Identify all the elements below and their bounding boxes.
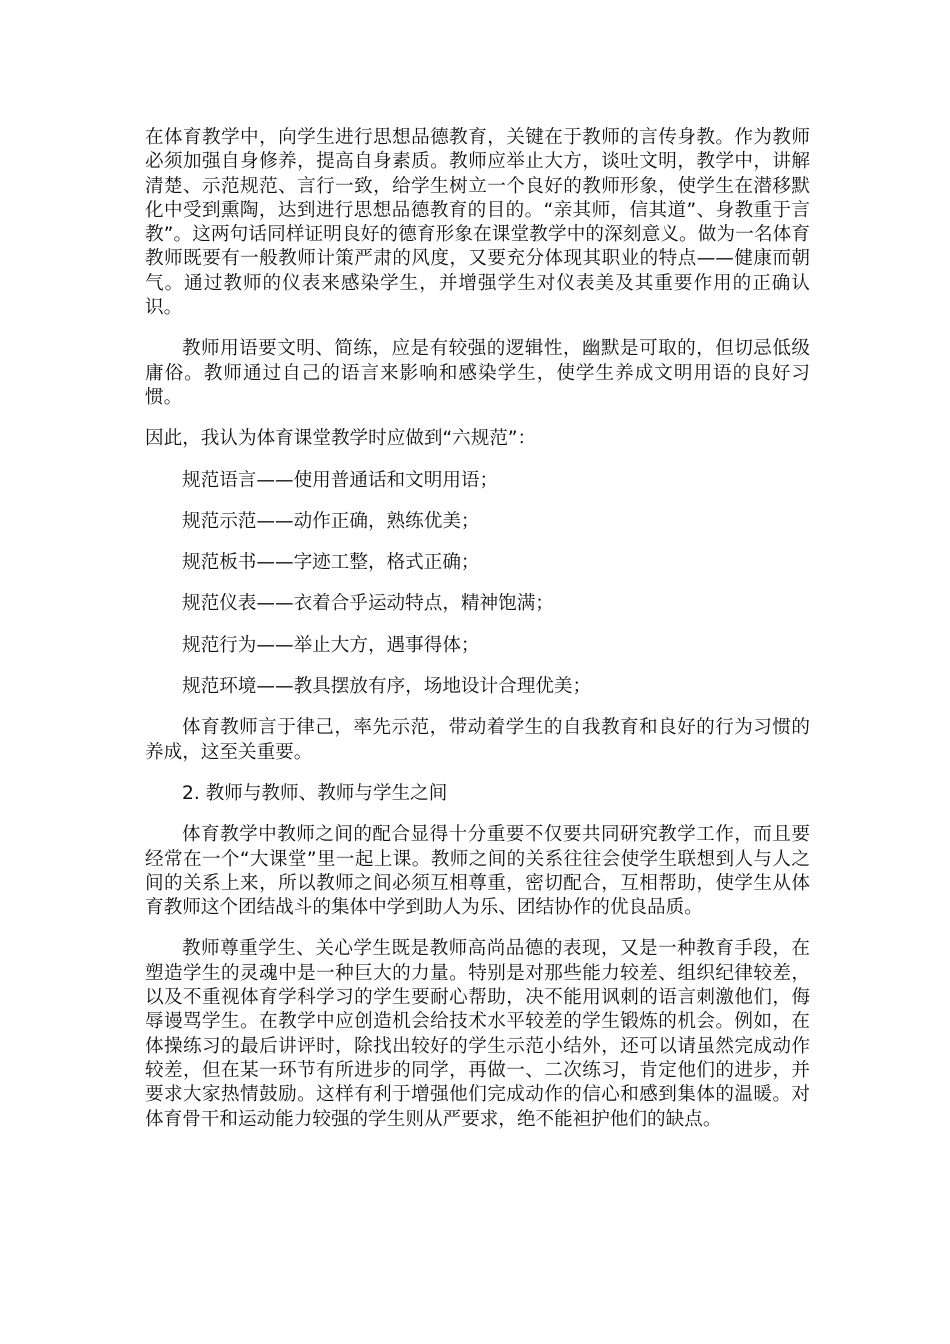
norm-item-behavior: 规范行为——举止大方，遇事得体；	[182, 634, 480, 656]
paragraph-respect-students: 教师尊重学生、关心学生既是教师高尚品德的表现，又是一种教育手段，在塑造学生的灵魂中是一种巨大的力量。特别是对那些能力较差、组织纪律较差，以及不重视体育学科学习的学生要耐心帮助，决不能用讽刺的语言刺激他们，侮辱谩骂学生。在教学中应创造机会给技术水平较差的学生锻炼的机会。例如，在体操练习的最后讲评时，除找出较好的学生示范小结外，还可以请虽然完成动作较差，但在某一环节有所进步的同学，再做一、二次练习，肯定他们的进步，并要求大家热情鼓励。这样有利于增强他们完成动作的信心和感到集体的温暖。对体育骨干和运动能力较强的学生则从严要求，绝不能袒护他们的缺点。	[145, 938, 810, 1130]
norm-item-appearance: 规范仪表——衣着合乎运动特点，精神饱满；	[182, 593, 554, 615]
norm-item-environment: 规范环境——教具摆放有序，场地设计合理优美；	[182, 676, 592, 698]
norm-item-language: 规范语言——使用普通话和文明用语；	[182, 469, 499, 491]
paragraph-role-model: 在体育教学中，向学生进行思想品德教育，关键在于教师的言传身教。作为教师必须加强自身修养，提高自身素质。教师应举止大方，谈吐文明，教学中，讲解清楚、示范规范、言行一致，给学生树立一个良好的教师形象，使学生在潜移默化中受到熏陶，达到进行思想品德教育的目的。“亲其师，信其道”、身教重于言教”。这两句话同样证明良好的德育形象在课堂教学中的深刻意义。做为一名体育教师既要有一般教师计策严肃的风度，又要充分体现其职业的特点——健康而朝气。通过教师的仪表来感染学生，并增强学生对仪表美及其重要作用的正确认识。	[145, 127, 810, 319]
norm-item-blackboard: 规范板书——字迹工整，格式正确；	[182, 552, 480, 574]
paragraph-six-norms-intro: 因此，我认为体育课堂教学时应做到“六规范”：	[145, 428, 537, 450]
section-heading: 2. 教师与教师、教师与学生之间	[182, 782, 448, 804]
paragraph-teacher-cooperation: 体育教学中教师之间的配合显得十分重要不仅要共同研究教学工作，而且要经常在一个“大课堂”里一起上课。教师之间的关系往往会使学生联想到人与人之间的关系上来，所以教师之间必须互相尊重，密切配合，互相帮助，使学生从体育教师这个团结战斗的集体中学到助人为乐、团结协作的优良品质。	[145, 824, 810, 919]
paragraph-teacher-language: 教师用语要文明、简练，应是有较强的逻辑性，幽默是可取的，但切忌低级庸俗。教师通过自己的语言来影响和感染学生，使学生养成文明用语的良好习惯。	[145, 338, 810, 408]
paragraph-self-discipline: 体育教师言于律己，率先示范，带动着学生的自我教育和良好的行为习惯的养成，这至关重要。	[145, 717, 810, 763]
norm-item-demonstration: 规范示范——动作正确，熟练优美；	[182, 510, 480, 532]
document-body	[145, 126, 810, 1149]
